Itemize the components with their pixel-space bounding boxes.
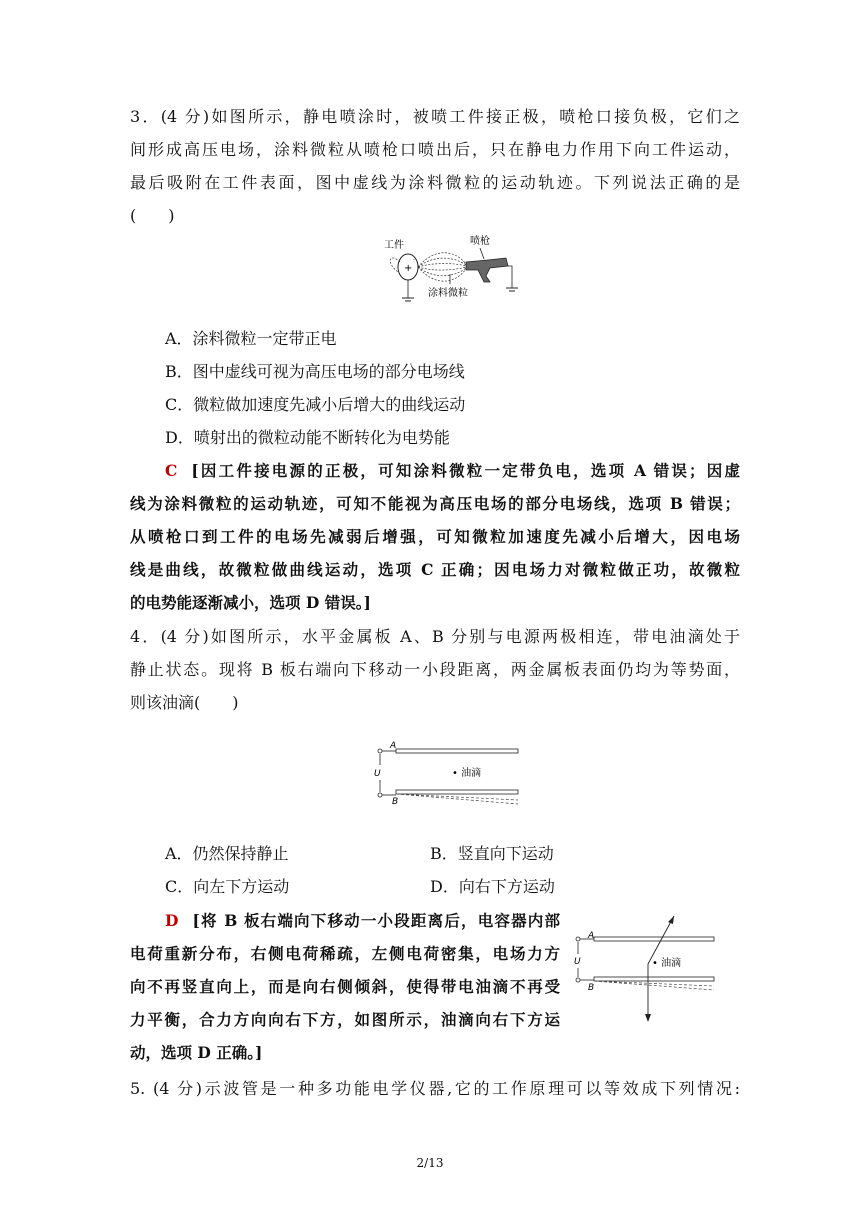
plate-b-moved-dashed	[396, 794, 518, 804]
q4-explanation-line-1	[130, 904, 560, 937]
terminal-a	[378, 749, 382, 753]
q3-explanation-line-1	[130, 454, 740, 487]
q3-stem	[130, 100, 740, 232]
q4-option-a: A．仍然保持静止	[165, 844, 289, 863]
gun-label-pointer	[480, 248, 484, 259]
q3-option-d: D．喷射出的微粒动能不断转化为电势能	[165, 428, 450, 447]
q4-explanation-line-4: 力平衡，合力方向向右下方，如图所示，油滴向右下方运	[130, 1010, 560, 1029]
q3-label-gun: 喷枪	[470, 236, 490, 247]
q4-option-d: D．向右下方运动	[430, 877, 555, 896]
q4-answer	[130, 904, 560, 1069]
plate-b-moved-dashed	[594, 981, 714, 990]
q3-option-a: A．涂料微粒一定带正电	[165, 329, 337, 348]
oil-drop-label: • 油滴	[452, 768, 482, 779]
workpiece-plus-sign: +	[404, 263, 413, 274]
plate-a	[594, 937, 714, 941]
q4-figure-capacitor	[370, 738, 522, 808]
q3-explanation-line-4: 线是曲线，故微粒做曲线运动，选项 C 正确；因电场力对微粒做正功，故微粒	[130, 560, 740, 579]
q4-explanation-line-3: 向不再竖直向上，而是向右侧倾斜，使得带电油滴不再受	[130, 977, 560, 996]
plate-a	[396, 749, 518, 753]
q4-line-1: 4．(4 分)如图所示，水平金属板 A、B 分别与电源两极相连，带电油滴处于	[130, 627, 740, 646]
q3-line-2: 间形成高压电场，涂料微粒从喷枪口喷出后，只在静电力作用下向工件运动，	[130, 140, 740, 159]
q3-option-b: B．图中虚线可视为高压电场的部分电场线	[165, 362, 465, 381]
q3-line-1: 3．(4 分)如图所示，静电喷涂时，被喷工件接正极，喷枪口接负极，它们之	[130, 107, 740, 126]
voltage-u-label: U	[574, 957, 581, 967]
q3-label-workpiece: 工件	[384, 240, 404, 251]
q3-figure-spray-gun	[380, 232, 520, 310]
spray-gun-icon	[466, 258, 508, 282]
terminal-a	[576, 937, 580, 941]
q3-label-particle: 涂料微粒	[428, 288, 468, 299]
q4-answer-letter: D	[165, 911, 179, 930]
arrowhead-icon	[668, 916, 674, 924]
workpiece-charge-dot: ·	[399, 257, 401, 264]
plate-a-label: A	[588, 931, 595, 941]
oil-drop-label: • 油滴	[652, 958, 682, 969]
terminal-b	[576, 978, 580, 982]
q3-explanation-text-1: [因工件接电源的正极，可知涂料微粒一定带负电，选项 A 错误；因虚	[191, 461, 740, 480]
terminal-b	[378, 793, 382, 797]
plate-b	[396, 790, 518, 794]
plate-b	[594, 977, 714, 981]
q3-option-c: C．微粒做加速度先减小后增大的曲线运动	[165, 395, 466, 414]
q3-answer-letter: C	[165, 461, 178, 480]
q4-stem	[130, 620, 740, 719]
q4-explanation-text-1: [将 B 板右端向下移动一小段距离后，电容器内部	[192, 911, 560, 930]
voltage-u-label: U	[374, 769, 381, 779]
page-number: 2/13	[416, 1156, 444, 1170]
q4-option-c: C．向左下方运动	[165, 877, 290, 896]
workpiece-charge-dot: ·	[413, 257, 415, 264]
gun-wire	[508, 266, 512, 288]
plate-a-label: A	[390, 741, 397, 751]
q4-answer-figure	[570, 908, 718, 1026]
q3-line-3: 最后吸附在工件表面，图中虚线为涂料微粒的运动轨迹。下列说法正确的是	[130, 173, 740, 192]
q4-explanation-line-2: 电荷重新分布，右侧电荷稀疏，左侧电荷密集，电场力方	[130, 944, 560, 963]
plate-b-label: B	[588, 983, 595, 993]
arrowhead-icon	[645, 1014, 651, 1022]
q3-explanation-line-3: 从喷枪口到工件的电场先减弱后增强，可知微粒加速度先减小后增大，因电场	[130, 527, 740, 546]
q4-line-2: 静止状态。现将 B 板右端向下移动一小段距离，两金属板表面仍均为等势面，	[130, 660, 740, 679]
q3-line-4: ( )	[130, 206, 175, 225]
q3-answer	[130, 454, 740, 619]
plate-b-label: B	[392, 797, 399, 807]
q4-line-3: 则该油滴( )	[130, 693, 239, 712]
q5-line-1: 5. (4 分)示波管是一种多功能电学仪器,它的工作原理可以等效成下列情况:	[130, 1079, 740, 1098]
q3-explanation-line-5: 的电势能逐渐减小，选项 D 错误。]	[130, 593, 371, 612]
q4-explanation-line-5: 动，选项 D 正确。]	[130, 1043, 263, 1062]
q4-option-b: B．竖直向下运动	[430, 844, 554, 863]
q5-stem	[130, 1072, 740, 1105]
q3-explanation-line-2: 线为涂料微粒的运动轨迹，可知不能视为高压电场的部分电场线，选项 B 错误；	[130, 494, 740, 513]
